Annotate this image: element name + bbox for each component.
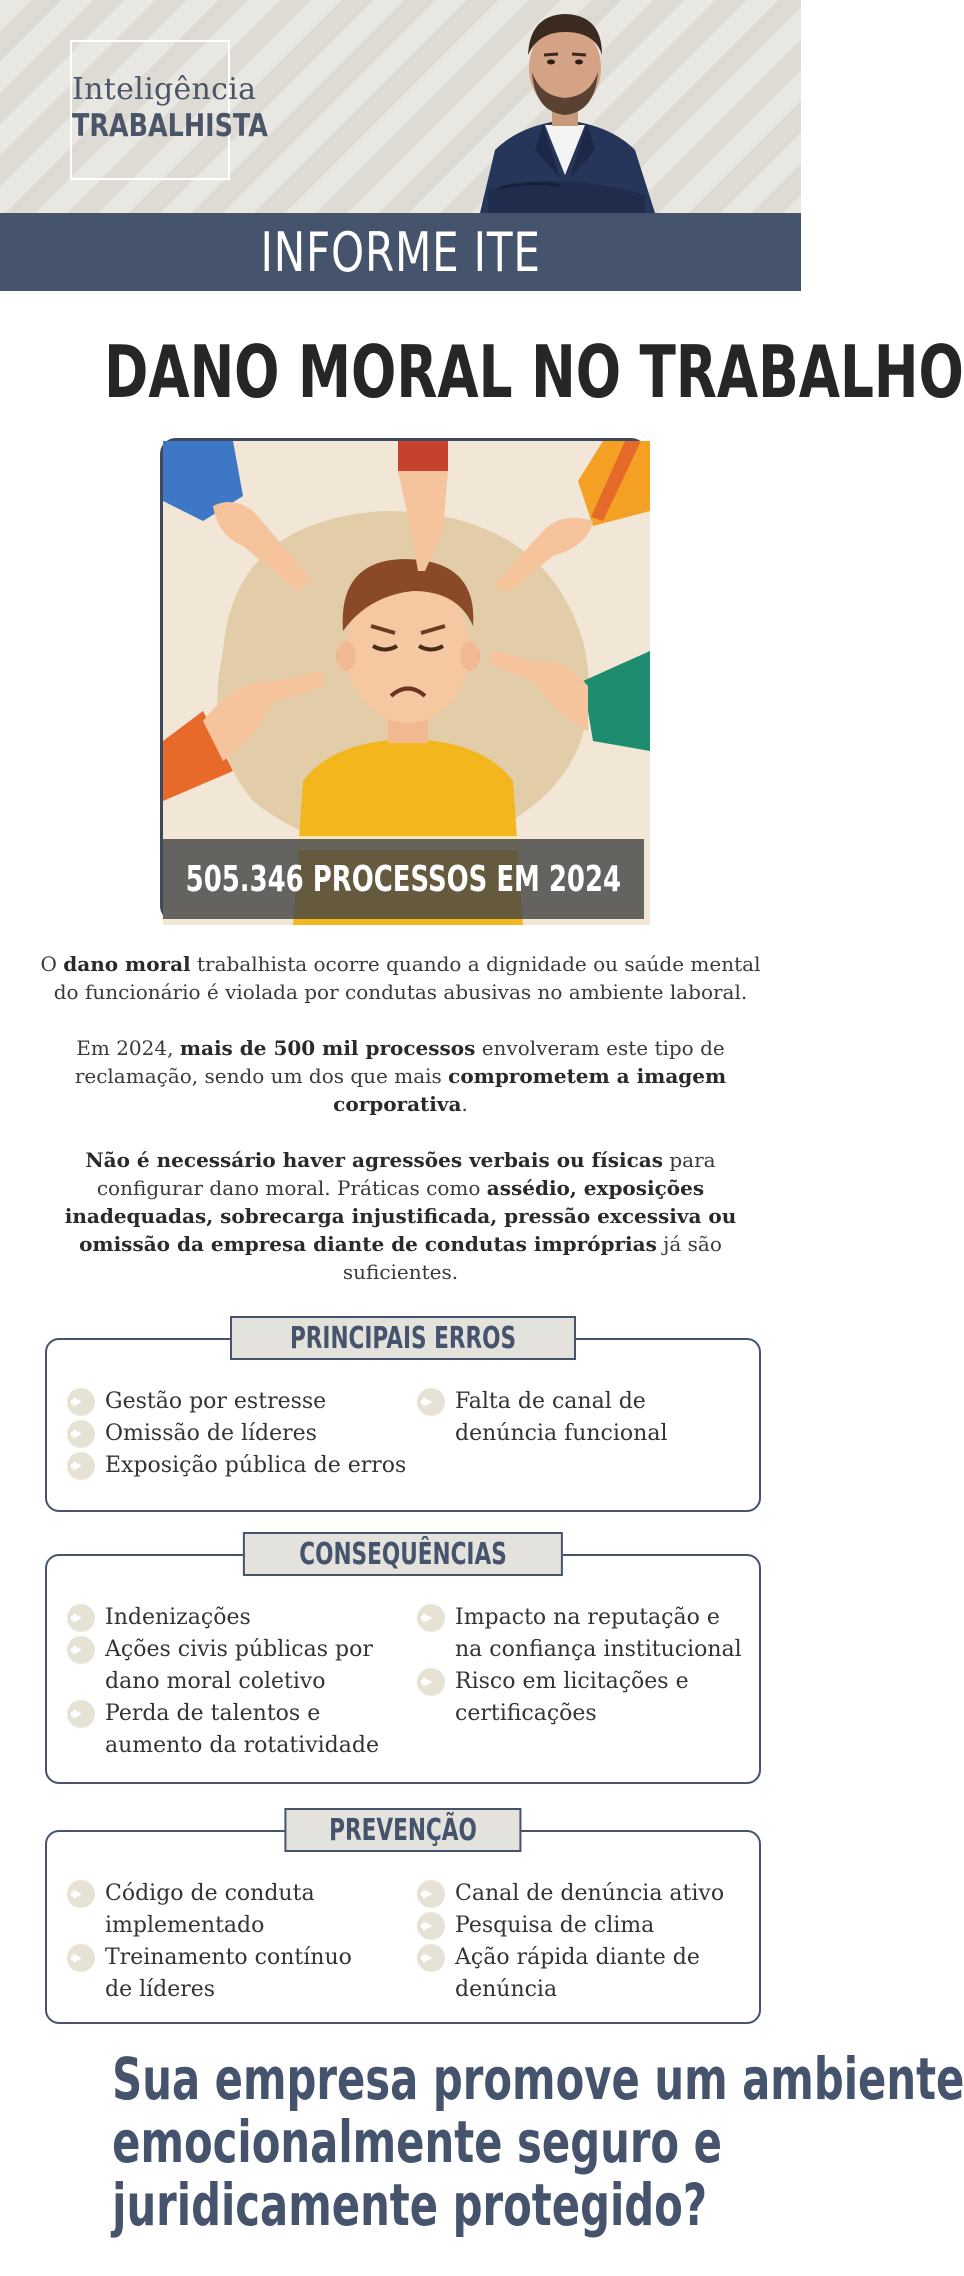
body-text: trabalhista ocorre quando a dignidade ou saúde mental do funcionário é violada por condutas abusivas no ambiente laboral.: [53, 952, 761, 1004]
list-item: [417, 1602, 747, 1666]
list-item-label: Gestão por estresse: [105, 1389, 327, 1414]
body-text: Em 2024,: [76, 1036, 180, 1060]
list-item-label: Falta de canal de denúncia funcional: [455, 1389, 668, 1446]
banner-title: INFORME ITE: [260, 220, 541, 284]
section-tag: [243, 1532, 563, 1576]
hero-caption-bar: [163, 839, 644, 919]
page-title: DANO MORAL NO TRABALHO: [104, 330, 964, 414]
section-title: PRINCIPAIS ERROS: [289, 1320, 517, 1356]
arrow-circle-icon: [67, 1636, 95, 1664]
list-item-label: Ações civis públicas por dano moral coletivo: [105, 1637, 373, 1694]
arrow-circle-icon: [67, 1944, 95, 1972]
arrow-circle-icon: [417, 1668, 445, 1696]
emphasis-text: dano moral: [63, 952, 191, 976]
closing-question: [0, 2045, 964, 2239]
list-item: [67, 1878, 367, 1942]
list-item: [67, 1698, 407, 1762]
list-item-label: Indenizações: [105, 1605, 251, 1630]
emphasis-text: comprometem a imagem corporativa: [333, 1064, 727, 1116]
column-right: [417, 1878, 747, 2006]
list-item-label: Risco em licitações e certificações: [455, 1669, 689, 1726]
list-item-label: Pesquisa de clima: [455, 1913, 655, 1938]
column-left: [67, 1602, 407, 1762]
arrow-circle-icon: [417, 1944, 445, 1972]
section-title: CONSEQUÊNCIAS: [299, 1536, 507, 1572]
arrow-circle-icon: [417, 1604, 445, 1632]
list-item: [67, 1450, 407, 1482]
list-item-label: Código de conduta implementado: [105, 1881, 315, 1938]
body-text: envolveram este tipo de reclamação, sendo um dos que mais: [74, 1036, 725, 1088]
body-text: já são suficientes.: [342, 1232, 722, 1284]
list-item: [67, 1602, 407, 1634]
list-item: [417, 1942, 747, 2006]
arrow-circle-icon: [67, 1700, 95, 1728]
hero-image: [160, 438, 647, 922]
body-text: para configurar dano moral. Práticas como: [96, 1148, 716, 1200]
arrow-circle-icon: [417, 1912, 445, 1940]
emphasis-text: mais de 500 mil processos: [179, 1036, 476, 1060]
arrow-circle-icon: [67, 1452, 95, 1480]
logo-text-line1: Inteligência: [72, 72, 257, 107]
section-title: PREVENÇÃO: [329, 1812, 477, 1848]
body-text: .: [461, 1092, 468, 1116]
intro-text: [40, 950, 761, 1314]
intro-paragraph-3: [40, 1146, 761, 1286]
list-item: [417, 1910, 747, 1942]
section-principais-erros: [45, 1320, 761, 1512]
section-tag: [284, 1808, 521, 1852]
list-item-label: Omissão de líderes: [105, 1421, 317, 1446]
arrow-circle-icon: [67, 1604, 95, 1632]
list-item: [67, 1418, 407, 1450]
list-item-label: Exposição pública de erros: [105, 1453, 407, 1478]
column-right: [417, 1602, 747, 1730]
list-item-label: Treinamento contínuo de líderes: [105, 1945, 352, 2002]
arrow-circle-icon: [67, 1388, 95, 1416]
emphasis-text: assédio, exposições inadequadas, sobrecarga injustificada, pressão excessiva ou omissão da empresa diante de condutas impróprias: [64, 1176, 737, 1256]
report-banner: [0, 213, 801, 291]
closing-line-2: emocionalmente seguro e: [112, 2108, 722, 2176]
list-item-label: Perda de talentos e aumento da rotatividade: [105, 1701, 379, 1758]
logo-text-line2: TRABALHISTA: [72, 108, 268, 144]
body-text: O: [40, 952, 64, 976]
list-item: [67, 1634, 407, 1698]
emphasis-text: Não é necessário haver agressões verbais ou físicas: [85, 1148, 664, 1172]
arrow-circle-icon: [67, 1420, 95, 1448]
list-item: [417, 1878, 747, 1910]
list-item-label: Canal de denúncia ativo: [455, 1881, 725, 1906]
list-item: [417, 1666, 747, 1730]
closing-line-3: juridicamente protegido?: [112, 2171, 708, 2239]
hero-caption-text: 505.346 PROCESSOS EM 2024: [185, 858, 622, 900]
arrow-circle-icon: [67, 1880, 95, 1908]
intro-paragraph-2: [40, 1034, 761, 1118]
arrow-circle-icon: [417, 1388, 445, 1416]
list-item-label: Ação rápida diante de denúncia: [455, 1945, 700, 2002]
list-item: [417, 1386, 737, 1450]
list-item-label: Impacto na reputação e na confiança institucional: [455, 1605, 742, 1662]
column-right: [417, 1386, 737, 1450]
section-tag: [230, 1316, 576, 1360]
header: [0, 0, 801, 213]
closing-line-1: Sua empresa promove um ambiente: [112, 2045, 964, 2113]
column-left: [67, 1878, 367, 2006]
presenter-portrait: [440, 0, 690, 213]
list-item: [67, 1386, 407, 1418]
section-prevencao: [45, 1812, 761, 2024]
intro-paragraph-1: [40, 950, 761, 1006]
section-consequencias: [45, 1536, 761, 1784]
arrow-circle-icon: [417, 1880, 445, 1908]
column-left: [67, 1386, 407, 1482]
list-item: [67, 1942, 367, 2006]
